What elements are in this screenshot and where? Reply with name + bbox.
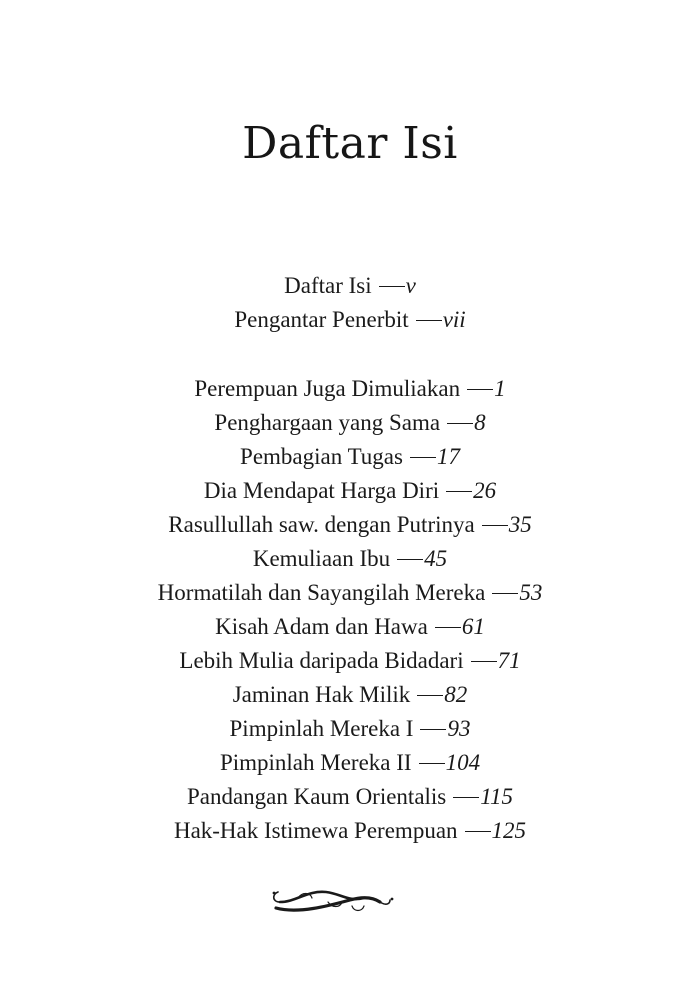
toc-entry[interactable] <box>0 814 700 848</box>
toc-entry[interactable] <box>0 746 700 780</box>
em-dash <box>446 491 472 493</box>
flourish-ornament-icon <box>268 880 398 920</box>
toc-entry-label: Pembagian Tugas <box>240 444 403 469</box>
toc-entry-label: Penghargaan yang Sama <box>214 410 441 435</box>
toc-entry[interactable] <box>0 542 700 576</box>
toc-page-number: 1 <box>494 376 506 401</box>
em-dash <box>447 423 473 425</box>
em-dash <box>453 797 479 799</box>
toc-entry-label: Rasullullah saw. dengan Putrinya <box>168 512 475 537</box>
toc-entry[interactable] <box>0 474 700 508</box>
toc-entry-label: Pandangan Kaum Orientalis <box>186 784 447 809</box>
toc-page-number: 82 <box>444 682 468 707</box>
toc-entry-label: Dia Mendapat Harga Diri <box>203 478 440 503</box>
em-dash <box>419 763 445 765</box>
em-dash <box>471 661 497 663</box>
em-dash <box>435 627 461 629</box>
toc-page-number: 93 <box>447 716 471 741</box>
toc-entry-label: Jaminan Hak Milik <box>232 682 411 707</box>
toc-entry-label: Pimpinlah Mereka I <box>229 716 414 741</box>
toc-entry[interactable] <box>0 780 700 814</box>
toc-entry[interactable] <box>0 303 700 337</box>
em-dash <box>397 559 423 561</box>
toc-entry-label: Daftar Isi <box>284 273 372 298</box>
toc-page-number: 26 <box>473 478 497 503</box>
toc-entry[interactable] <box>0 644 700 678</box>
toc-entry[interactable] <box>0 678 700 712</box>
page-title: Daftar Isi <box>242 118 458 169</box>
toc-entry-label: Pengantar Penerbit <box>234 307 409 332</box>
toc-entry-label: Hak-Hak Istimewa Perempuan <box>173 818 458 843</box>
em-dash <box>410 457 436 459</box>
toc-entry-label: Pimpinlah Mereka II <box>219 750 412 775</box>
toc-entry-label: Lebih Mulia daripada Bidadari <box>179 648 464 673</box>
toc-chapters <box>0 372 700 848</box>
toc-page-number: v <box>405 273 416 298</box>
toc-page-number: 61 <box>461 614 485 639</box>
em-dash <box>482 525 508 527</box>
toc-front-matter <box>0 269 700 337</box>
em-dash <box>416 320 442 322</box>
em-dash <box>420 729 446 731</box>
toc-page-number: 71 <box>497 648 521 673</box>
toc-entry-label: Perempuan Juga Dimuliakan <box>194 376 461 401</box>
toc-entry[interactable] <box>0 440 700 474</box>
toc-page-number: 125 <box>491 818 527 843</box>
toc-entry[interactable] <box>0 406 700 440</box>
em-dash <box>467 389 493 391</box>
toc-entry[interactable] <box>0 712 700 746</box>
toc-page-number: 115 <box>480 784 514 809</box>
toc-entry[interactable] <box>0 372 700 406</box>
em-dash <box>379 286 405 288</box>
em-dash <box>465 831 491 833</box>
toc-page-number: 8 <box>474 410 486 435</box>
toc-entry[interactable] <box>0 508 700 542</box>
toc-entry-label: Kemuliaan Ibu <box>252 546 391 571</box>
em-dash <box>492 593 518 595</box>
toc-page-number: 45 <box>424 546 448 571</box>
toc-page-number: 104 <box>445 750 481 775</box>
toc-page-number: 17 <box>436 444 460 469</box>
toc-entry[interactable] <box>0 610 700 644</box>
toc-page-number: 35 <box>508 512 532 537</box>
toc-entry-label: Hormatilah dan Sayangilah Mereka <box>157 580 486 605</box>
toc-entry-label: Kisah Adam dan Hawa <box>215 614 428 639</box>
toc-entry[interactable] <box>0 269 700 303</box>
toc-entry[interactable] <box>0 576 700 610</box>
em-dash <box>417 695 443 697</box>
toc-page-number: 53 <box>519 580 543 605</box>
toc-page-number: vii <box>442 307 466 332</box>
